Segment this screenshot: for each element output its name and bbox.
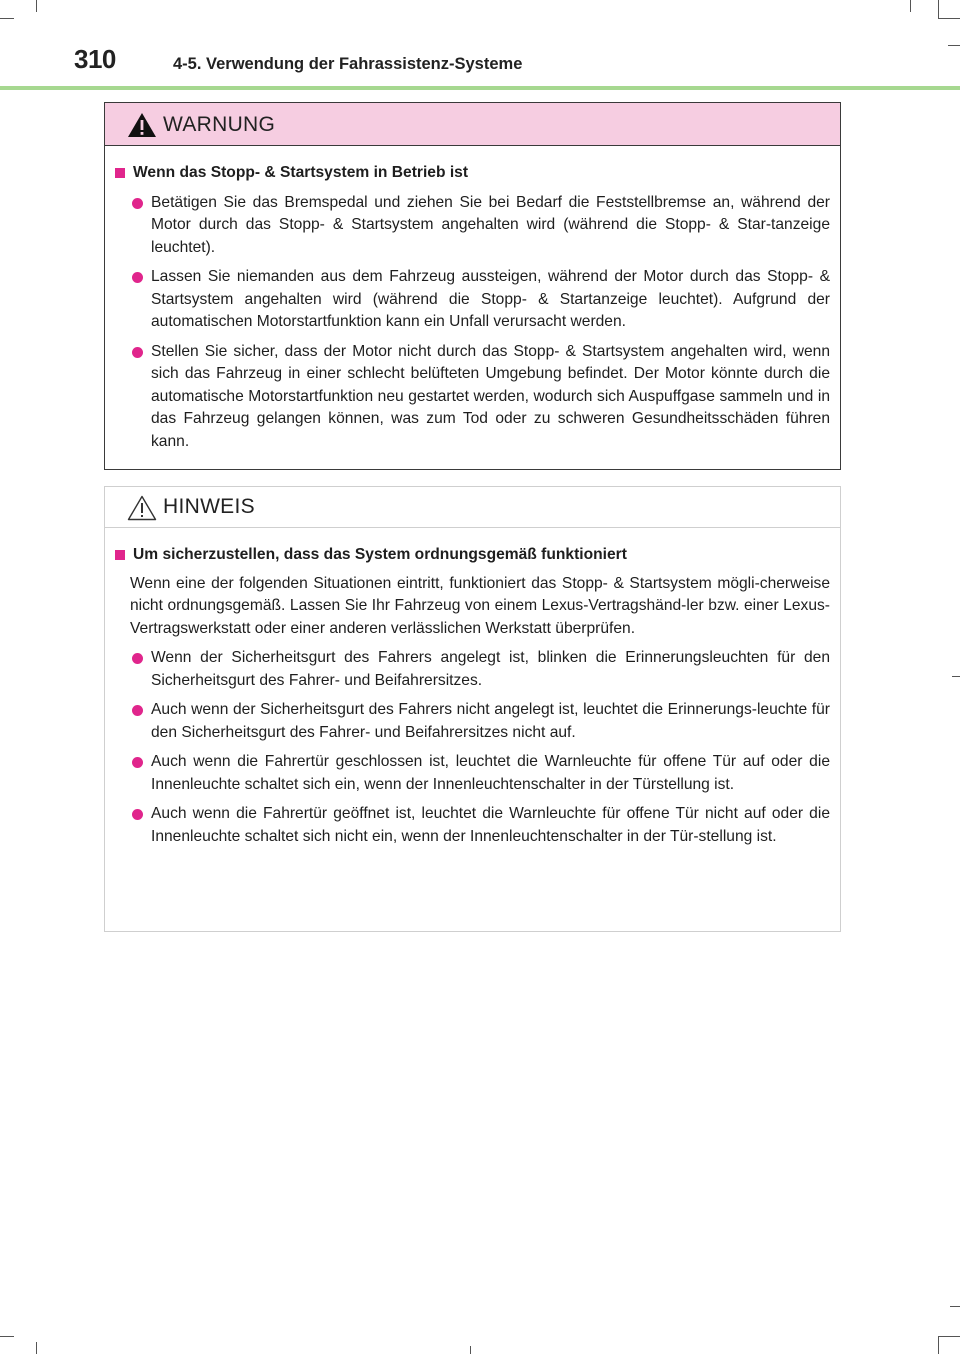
warning-box [104, 102, 841, 470]
warning-label: WARNUNG [163, 113, 276, 136]
crop-mark [938, 1336, 939, 1354]
list-item [115, 192, 830, 260]
header-rule [0, 86, 960, 90]
bullet-dot-icon [132, 653, 143, 664]
warning-subheading-text: Wenn das Stopp- & Startsystem in Betrieb ist [133, 164, 469, 181]
page-header [0, 0, 960, 92]
note-intro: Wenn eine der folgenden Situationen eintritt, funktioniert das Stopp- & Startsystem mögli-cherweise nicht ordnungsgemäß. Lassen Sie Ihr Fahrzeug von einem Lexus-Vertragshänd-ler bzw. einer Lexus-Vertragswerkstatt oder einer anderen verlässlichen Werkstatt überprüfen. [130, 574, 830, 637]
caution-triangle-icon [127, 495, 157, 521]
note-bullet-text: Auch wenn der Sicherheitsgurt des Fahrers nicht angelegt ist, leuchtet die Erinnerungs-leuchte für den Sicherheitsgurt des Fahrer- und Beifahrersitzes nicht auf. [151, 701, 830, 741]
warning-triangle-icon [127, 112, 157, 138]
square-bullet-icon [115, 550, 125, 560]
list-item [115, 647, 830, 692]
bullet-dot-icon [132, 272, 143, 283]
bullet-dot-icon [132, 809, 143, 820]
bullet-dot-icon [132, 705, 143, 716]
warning-bullet-text: Betätigen Sie das Bremspedal und ziehen Sie bei Bedarf die Feststellbremse an, während der Motor durch das Stopp- & Startsystem angehalten wird (während die Stopp- & Star-tanzeige leuchtet). [151, 193, 830, 256]
list-item [115, 341, 830, 454]
bullet-dot-icon [132, 757, 143, 768]
bullet-dot-icon [132, 198, 143, 209]
section-title: 4-5. Verwendung der Fahrassistenz-Systeme [173, 55, 523, 73]
list-item [115, 699, 830, 744]
list-item [115, 266, 830, 334]
note-header [105, 487, 840, 528]
list-item [115, 803, 830, 848]
bullet-dot-icon [132, 347, 143, 358]
list-item [115, 751, 830, 796]
note-bullet-text: Auch wenn die Fahrertür geöffnet ist, leuchtet die Warnleuchte für offene Tür nicht auf oder die Innenleuchte schaltet sich nicht ein, wenn der Innenleuchtenschalter in der Tür-stellung ist. [151, 805, 830, 845]
warning-subheading [115, 162, 830, 185]
crop-mark [952, 676, 960, 677]
note-bullet-text: Auch wenn die Fahrertür geschlossen ist, leuchtet die Warnleuchte für offene Tür auf oder die Innenleuchte schaltet sich ein, wenn der Innenleuchtenschalter in der Türstellung ist. [151, 753, 830, 793]
note-subheading-text: Um sicherzustellen, dass das System ordnungsgemäß funktioniert [133, 546, 627, 563]
crop-mark [36, 1342, 37, 1354]
crop-mark [470, 1346, 471, 1354]
note-subheading [115, 544, 830, 567]
warning-bullet-text: Lassen Sie niemanden aus dem Fahrzeug aussteigen, während der Motor durch das Stopp- & Startsystem angehalten wird (während die Stopp- & Startanzeige leuchtet). Aufgrund der automatischen Motorstartfunktion kann ein Unfall verursacht werden. [151, 268, 830, 330]
crop-mark [950, 1306, 960, 1307]
page-number: 310 [74, 44, 116, 74]
square-bullet-icon [115, 168, 125, 178]
warning-header [105, 103, 840, 146]
crop-mark [0, 1336, 14, 1337]
note-bullet-text: Wenn der Sicherheitsgurt des Fahrers angelegt ist, blinken die Erinnerungsleuchten für den Sicherheitsgurt des Fahrer- und Beifahrersitzes. [151, 649, 830, 689]
crop-mark [938, 1336, 960, 1337]
note-label: HINWEIS [163, 495, 255, 518]
note-box [104, 486, 841, 932]
warning-bullet-text: Stellen Sie sicher, dass der Motor nicht durch das Stopp- & Startsystem angehalten wird, wenn sich das Fahrzeug in einer schlecht belüfteten Umgebung befindet. Der Motor könnte durch die automatische Motorstartfunktion neu gestartet werden, wodurch sich Auspuffgase sammeln und in das Fahrzeug gelangen können, was zum Tod oder zu schweren Gesundheitsschäden führen kann. [151, 342, 830, 450]
